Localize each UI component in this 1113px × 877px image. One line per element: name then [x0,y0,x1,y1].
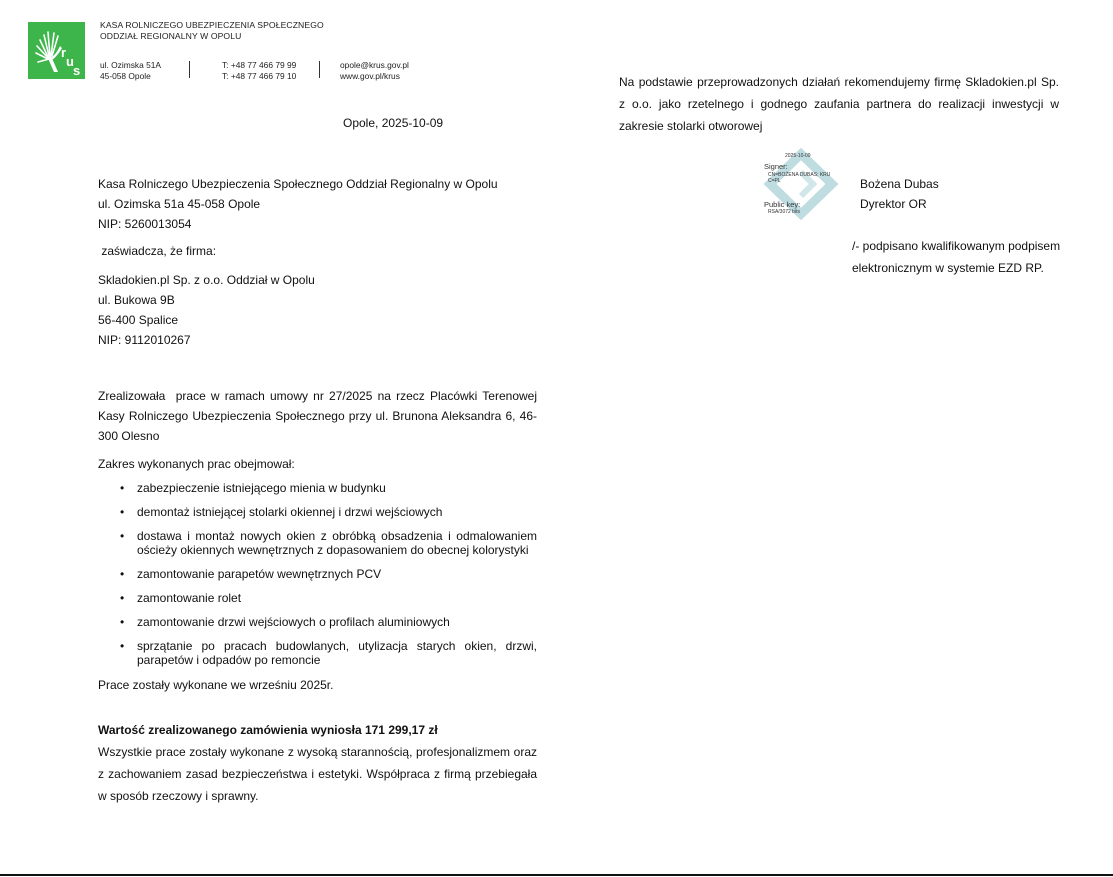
institution-line-2: ODDZIAŁ REGIONALNY W OPOLU [100,31,242,41]
institution-name [100,20,324,42]
stamp-cn: CN=BOŻENA DUBAS; KRU C=PL [768,172,831,184]
place-date: Opole, 2025-10-09 [343,116,444,130]
contractor-nip: NIP: 9112010267 [98,333,191,347]
scope-item: • zamontowanie drzwi wejściowych o profilach aluminiowych [120,615,450,629]
scope-list [113,481,537,677]
svg-text:r: r [61,45,67,60]
signatory-block [860,174,939,214]
signature-note-line-1: /- podpisano kwalifikowanym podpisem [852,239,1061,253]
header-divider [189,61,190,78]
stamp-signer-label: Signer: [764,162,788,171]
signatory-title: Dyrektor OR [860,197,927,211]
issuer-block [98,174,498,234]
order-value: Wartość zrealizowanego zamówienia wyniosła 171 299,17 zł [98,723,438,737]
bullet-icon: • [120,529,125,543]
contract-paragraph: Zrealizowała prace w ramach umowy nr 27/2025 na rzecz Placówki Terenowej Kasy Rolniczego Ubezpieczenia Społecznego przy ul. Brunona Aleksandra 6, 46-300 Olesno [98,389,541,443]
institution-line-1: KASA ROLNICZEGO UBEZPIECZENIA SPOŁECZNEGO [100,20,324,30]
signature-note-line-2: elektronicznym w systemie EZD RP. [852,261,1044,275]
scope-heading: Zakres wykonanych prac obejmował: [98,457,295,471]
quality-paragraph: Wszystkie prace zostały wykonane z wysoką starannością, profesjonalizmem oraz z zachowaniem zasad bezpieczeństwa i estetyki. Współpraca z firmą przebiegała w sposób rzeczowy i sprawny. [98,745,537,803]
bullet-icon: • [120,639,125,653]
header-address [100,60,161,82]
page-bottom-border [0,874,1113,876]
stamp-key-info: RSA/3072 bits [768,209,800,215]
signatory-name: Bożena Dubas [860,177,939,191]
header-contact [340,60,409,82]
website-link[interactable]: www.gov.pl/krus [340,71,400,81]
contractor-block [98,270,315,350]
contractor-name: Skladokien.pl Sp. z o.o. Oddział w Opolu [98,273,315,287]
krus-logo-graphic [28,22,85,79]
issuer-name: Kasa Rolniczego Ubezpieczenia Społecznego Oddział Regionalny w Opolu [98,177,498,191]
address-city: 45-058 Opole [100,71,151,81]
stamp-public-key-label: Public key: [764,200,801,209]
scope-item: • dostawa i montaż nowych okien z obróbką obsadzenia i odmalowaniem ościeży okiennych wewnętrznych z dopasowaniem do obecnej kolorystyki [120,529,537,557]
issuer-nip: NIP: 5260013054 [98,217,192,231]
issuer-address: ul. Ozimska 51a 45-058 Opole [98,197,261,211]
address-street: ul. Ozimska 51A [100,60,161,70]
phone-1: T: +48 77 466 79 99 [222,60,297,70]
scope-item: • zamontowanie parapetów wewnętrznych PCV [120,567,382,581]
scope-item: • sprzątanie po pracach budowlanych, utylizacja starych okien, drzwi, parapetów i odpadów po remoncie [120,639,537,667]
bullet-icon: • [120,567,125,581]
recommendation-paragraph: Na podstawie przeprowadzonych działań rekomendujemy firmę Skladokien.pl Sp. z o.o. jako rzetelnego i godnego zaufania partnera do realizacji inwestycji w zakresie stolarki otworowej [619,75,1059,133]
scope-item: • zabezpieczenie istniejącego mienia w budynku [120,481,386,495]
phone-2: T: +48 77 466 79 10 [222,71,297,81]
stamp-date: 2025-10-09 [785,153,811,159]
email-link[interactable]: opole@krus.gov.pl [340,60,409,70]
header-phones [222,60,296,82]
header-divider [319,61,320,78]
krus-logo-icon [28,22,85,79]
signature-note [852,235,1060,279]
signature-stamp [760,148,842,220]
bullet-icon: • [120,505,125,519]
svg-text:s: s [73,63,81,78]
certifies-text: zaświadcza, że firma: [98,244,217,258]
scope-item: • zamontowanie rolet [120,591,242,605]
bullet-icon: • [120,481,125,495]
scope-item: • demontaż istniejącej stolarki okiennej i drzwi wejściowych [120,505,443,519]
svg-text:u: u [66,54,74,69]
contractor-city: 56-400 Spalice [98,313,179,327]
completion-text: Prace zostały wykonane we wrześniu 2025r. [98,678,334,692]
bullet-icon: • [120,591,125,605]
contractor-street: ul. Bukowa 9B [98,293,175,307]
bullet-icon: • [120,615,125,629]
